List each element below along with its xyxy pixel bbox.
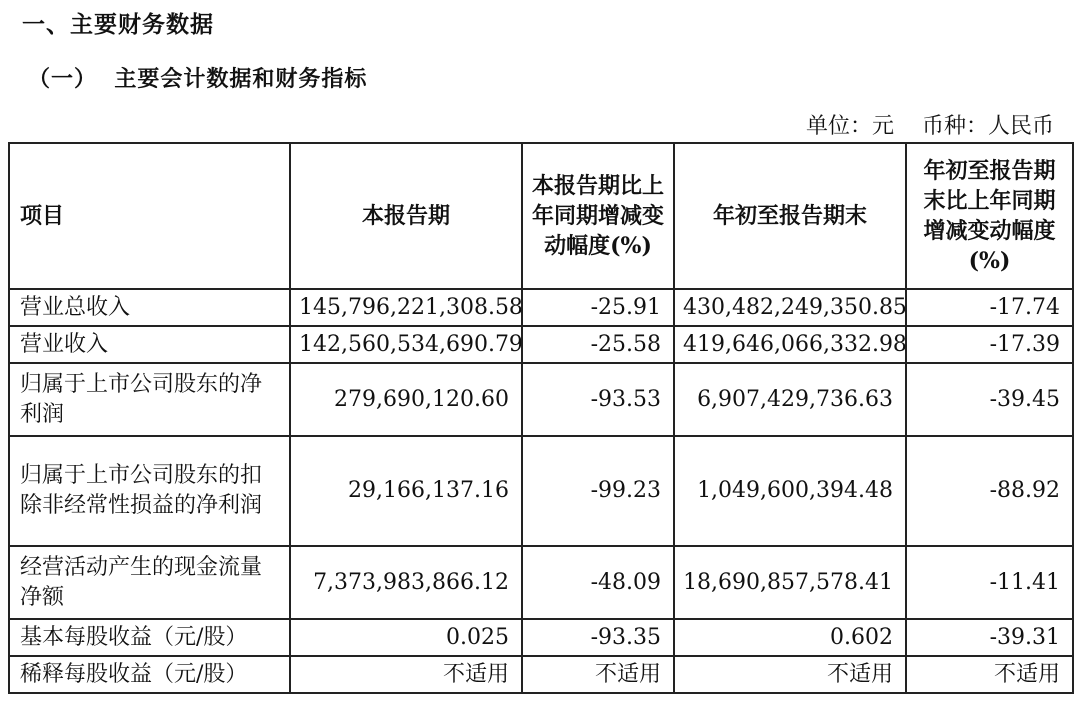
cell-ytd-change: -39.31 (906, 619, 1073, 656)
cell-current-period: 142,560,534,690.79 (290, 326, 522, 363)
header-current-period: 本报告期 (290, 143, 522, 289)
cell-ytd-change: -11.41 (906, 546, 1073, 619)
row-label: 归属于上市公司股东的净利润 (9, 363, 290, 436)
financial-data-table (8, 142, 1074, 694)
cell-current-change: -48.09 (522, 546, 674, 619)
cell-ytd-change: -17.74 (906, 289, 1073, 326)
cell-current-change: 不适用 (522, 656, 674, 693)
cell-current-change: -93.53 (522, 363, 674, 436)
table-header-row (9, 143, 1073, 289)
cell-ytd: 18,690,857,578.41 (674, 546, 906, 619)
table-row (9, 326, 1073, 363)
cell-ytd-change: -17.39 (906, 326, 1073, 363)
row-label: 归属于上市公司股东的扣除非经常性损益的净利润 (9, 436, 290, 546)
row-label: 营业总收入 (9, 289, 290, 326)
cell-current-change: -25.58 (522, 326, 674, 363)
cell-current-period: 279,690,120.60 (290, 363, 522, 436)
cell-ytd: 0.602 (674, 619, 906, 656)
cell-current-change: -93.35 (522, 619, 674, 656)
row-label: 基本每股收益（元/股） (9, 619, 290, 656)
header-current-period-change: 本报告期比上年同期增减变动幅度(%) (522, 143, 674, 289)
cell-ytd: 1,049,600,394.48 (674, 436, 906, 546)
cell-ytd-change: -88.92 (906, 436, 1073, 546)
row-label: 稀释每股收益（元/股） (9, 656, 290, 693)
cell-current-period: 7,373,983,866.12 (290, 546, 522, 619)
table-row (9, 619, 1073, 656)
cell-current-change: -99.23 (522, 436, 674, 546)
header-ytd: 年初至报告期末 (674, 143, 906, 289)
cell-ytd: 419,646,066,332.98 (674, 326, 906, 363)
cell-ytd: 6,907,429,736.63 (674, 363, 906, 436)
table-row (9, 436, 1073, 546)
table-row (9, 546, 1073, 619)
row-label: 营业收入 (9, 326, 290, 363)
cell-current-change: -25.91 (522, 289, 674, 326)
table-row (9, 656, 1073, 693)
cell-current-period: 0.025 (290, 619, 522, 656)
header-ytd-change: 年初至报告期末比上年同期增减变动幅度(%) (906, 143, 1073, 289)
subsection-title: （一） 主要会计数据和财务指标 (28, 67, 368, 92)
header-item: 项目 (9, 143, 290, 289)
table-row (9, 363, 1073, 436)
cell-ytd-change: -39.45 (906, 363, 1073, 436)
section-title: 一、主要财务数据 (22, 12, 214, 38)
cell-ytd: 不适用 (674, 656, 906, 693)
row-label: 经营活动产生的现金流量净额 (9, 546, 290, 619)
table-row (9, 289, 1073, 326)
cell-ytd: 430,482,249,350.85 (674, 289, 906, 326)
unit-currency-note: 单位：元 币种：人民币 (806, 114, 1054, 139)
cell-current-period: 29,166,137.16 (290, 436, 522, 546)
cell-ytd-change: 不适用 (906, 656, 1073, 693)
cell-current-period: 145,796,221,308.58 (290, 289, 522, 326)
cell-current-period: 不适用 (290, 656, 522, 693)
